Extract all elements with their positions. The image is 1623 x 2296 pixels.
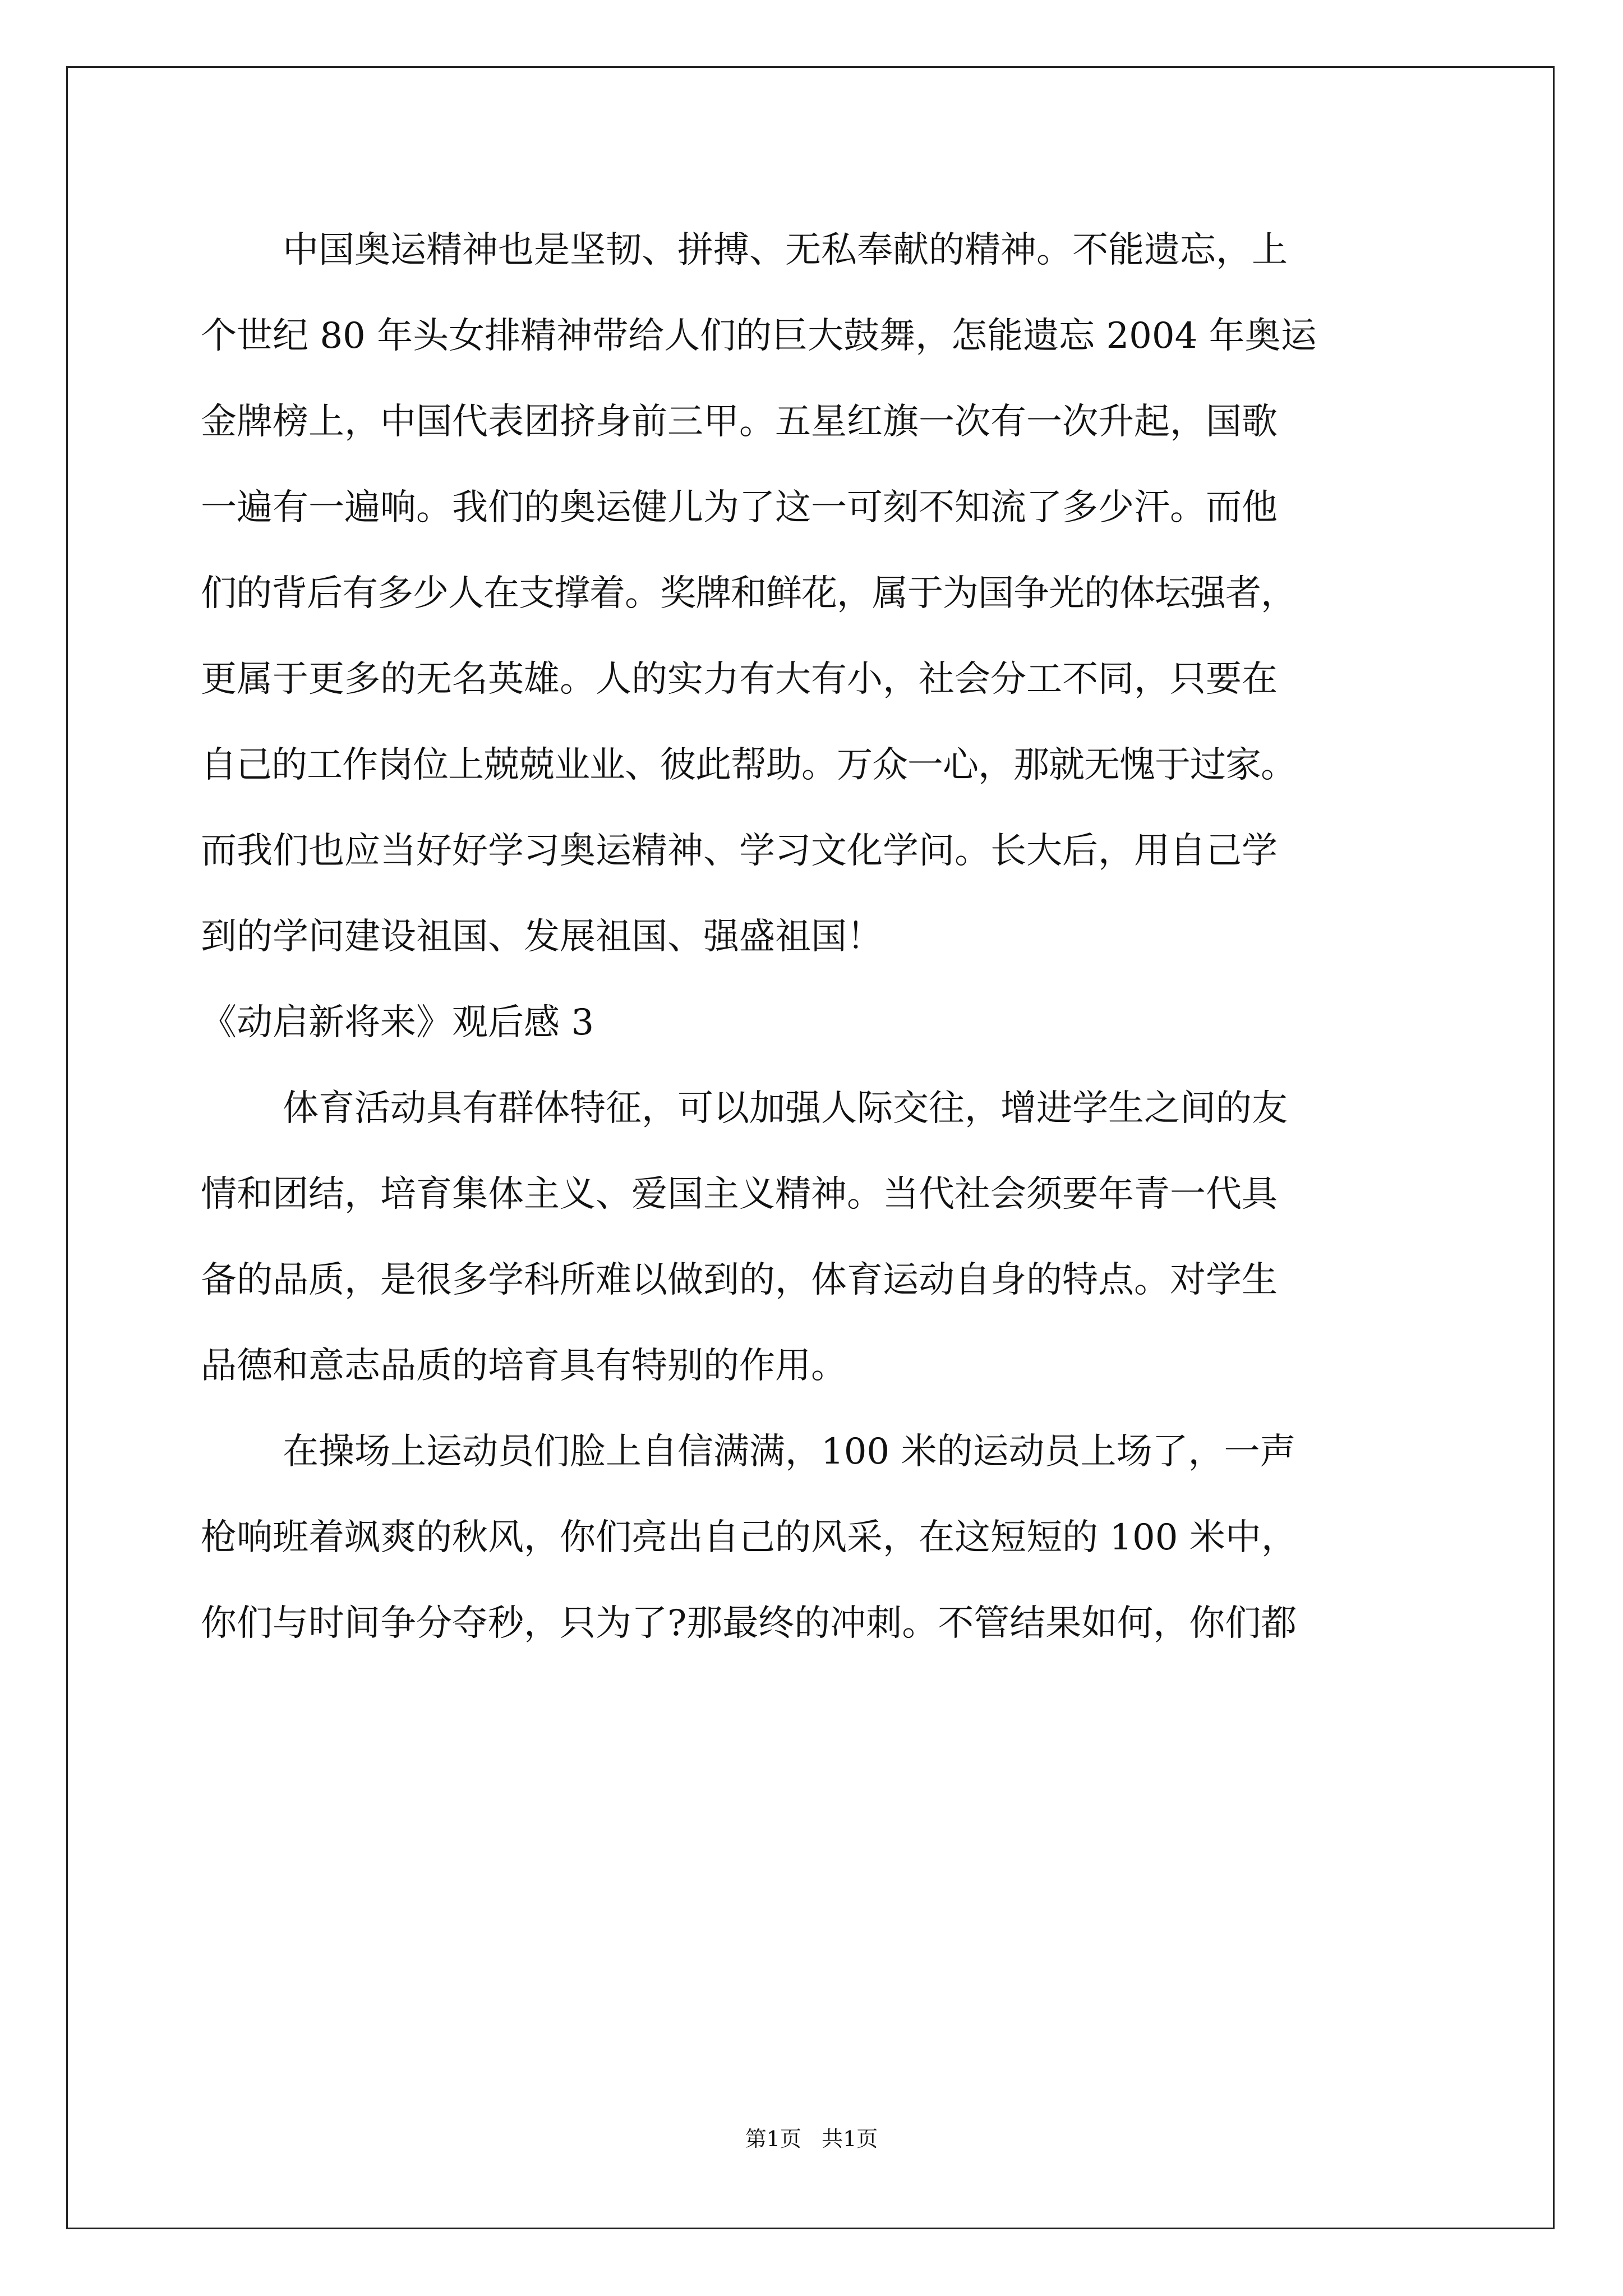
text-line-16: 枪响班着飒爽的秋风，你们亮出自己的风采，在这短短的 100 米中， <box>201 1517 1297 1558</box>
section-heading: 《动启新将来》观后感 3 <box>201 1002 594 1043</box>
document-body <box>201 208 1435 1667</box>
text-line-13: 备的品质，是很多学科所难以做到的，体育运动自身的特点。对学生 <box>201 1259 1278 1301</box>
text-line-15: 在操场上运动员们脸上自信满满，100 米的运动员上场了，一声 <box>283 1431 1296 1473</box>
text-line-3: 金牌榜上，中国代表团挤身前三甲。五星红旗一次有一次升起，国歌 <box>201 401 1278 443</box>
text-line-9: 到的学问建设祖国、发展祖国、强盛祖国！ <box>201 916 883 958</box>
text-line-1: 中国奥运精神也是坚韧、拼搏、无私奉献的精神。不能遗忘，上 <box>283 229 1288 271</box>
text-line-17: 你们与时间争分夺秒，只为了?那最终的冲刺。不管结果如何，你们都 <box>201 1603 1297 1644</box>
text-line-6: 更属于更多的无名英雄。人的实力有大有小，社会分工不同，只要在 <box>201 659 1278 700</box>
text-line-11: 体育活动具有群体特征，可以加强人际交往，增进学生之间的友 <box>283 1088 1288 1129</box>
text-line-14: 品德和意志品质的培育具有特别的作用。 <box>201 1345 847 1387</box>
text-line-5: 们的背后有多少人在支撑着。奖牌和鲜花，属于为国争光的体坛强者， <box>201 573 1296 614</box>
text-line-4: 一遍有一遍响。我们的奥运健儿为了这一可刻不知流了多少汗。而他 <box>201 487 1278 528</box>
text-line-2: 个世纪 80 年头女排精神带给人们的巨大鼓舞，怎能遗忘 2004 年奥运 <box>201 315 1317 357</box>
page-footer: 第1页 共1页 <box>745 2127 878 2151</box>
text-line-7: 自己的工作岗位上兢兢业业、彼此帮助。万众一心，那就无愧于过家。 <box>201 744 1296 786</box>
text-line-8: 而我们也应当好好学习奥运精神、学习文化学问。长大后，用自己学 <box>201 830 1278 872</box>
text-line-12: 情和团结，培育集体主义、爱国主义精神。当代社会须要年青一代具 <box>201 1174 1278 1215</box>
